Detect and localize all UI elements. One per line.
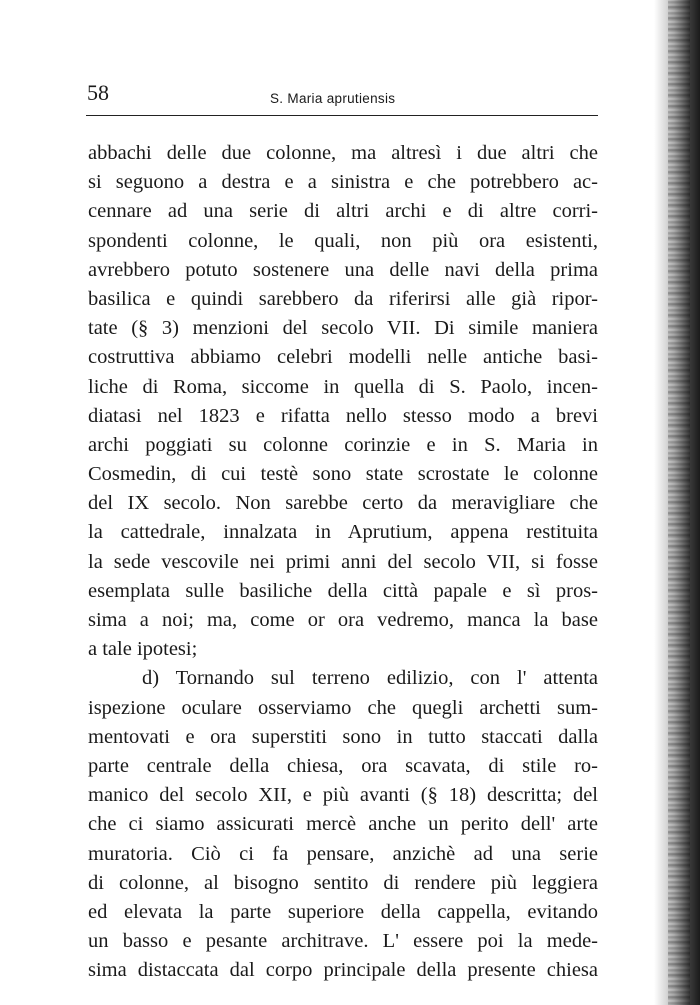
text-line: archi poggiati su colonne corinzie e in S. Maria in [88,433,598,456]
text-line: spondenti colonne, le quali, non più ora esistenti, [88,229,598,252]
page-number: 58 [87,80,109,105]
text-line: mentovati e ora superstiti sono in tutto staccati dalla [88,725,598,748]
text-line: del IX secolo. Non sarebbe certo da meravigliare che [88,492,598,515]
text-line: muratoria. Ciò ci fa pensare, anzichè ad una serie [88,842,598,865]
text-line: esemplata sulle basiliche della città papale e sì pros- [88,579,598,602]
text-line: la sede vescovile nei primi anni del secolo VII, si fosse [88,550,598,573]
text-line: si seguono a destra e a sinistra e che potrebbero ac- [88,171,598,194]
text-line: sima a noi; ma, come or ora vedremo, manca la base [88,609,598,631]
header-rule [86,115,598,116]
text-line: cennare ad una serie di altri archi e di altre corri- [88,200,598,223]
text-line: che ci siamo assicurati mercè anche un perito dell' arte [88,813,598,836]
text-line: abbachi delle due colonne, ma altresì i due altri che [88,142,598,164]
text-line: basilica e quindi sarebbero da riferirsi alle già ripor- [88,287,598,310]
text-line: tate (§ 3) menzioni del secolo VII. Di simile maniera [88,317,598,340]
page-binding-edge [648,0,700,1005]
text-line: manico del secolo XII, e più avanti (§ 18) descritta; del [88,784,598,807]
text-line: parte centrale della chiesa, ora scavata, di stile ro- [88,754,598,777]
text-line: sima distaccata dal corpo principale della presente chiesa [88,959,598,982]
text-line: avrebbero potuto sostenere una delle navi della prima [88,258,598,281]
paragraph-start-line: d) Tornando sul terreno edilizio, con l' attenta [142,667,598,690]
text-line: Cosmedin, di cui testè sono state scrostate le colonne [88,463,598,486]
text-line: un basso e pesante architrave. L' essere poi la mede- [88,930,598,953]
text-line: ed elevata la parte superiore della cappella, evitando [88,900,598,923]
text-line: di colonne, al bisogno sentito di rendere più leggiera [88,871,598,894]
text-line: la cattedrale, innalzata in Aprutium, appena restituita [88,521,598,544]
body-text [88,139,598,985]
text-line: diatasi nel 1823 e rifatta nello stesso modo a brevi [88,404,598,427]
text-line: liche di Roma, siccome in quella di S. Paolo, incen- [88,375,598,398]
text-line: costruttiva abbiamo celebri modelli nelle antiche basi- [88,346,598,369]
running-head: S. Maria aprutiensis [270,91,396,106]
text-line: ispezione oculare osserviamo che quegli archetti sum- [88,696,598,719]
text-line: a tale ipotesi; [88,638,198,661]
